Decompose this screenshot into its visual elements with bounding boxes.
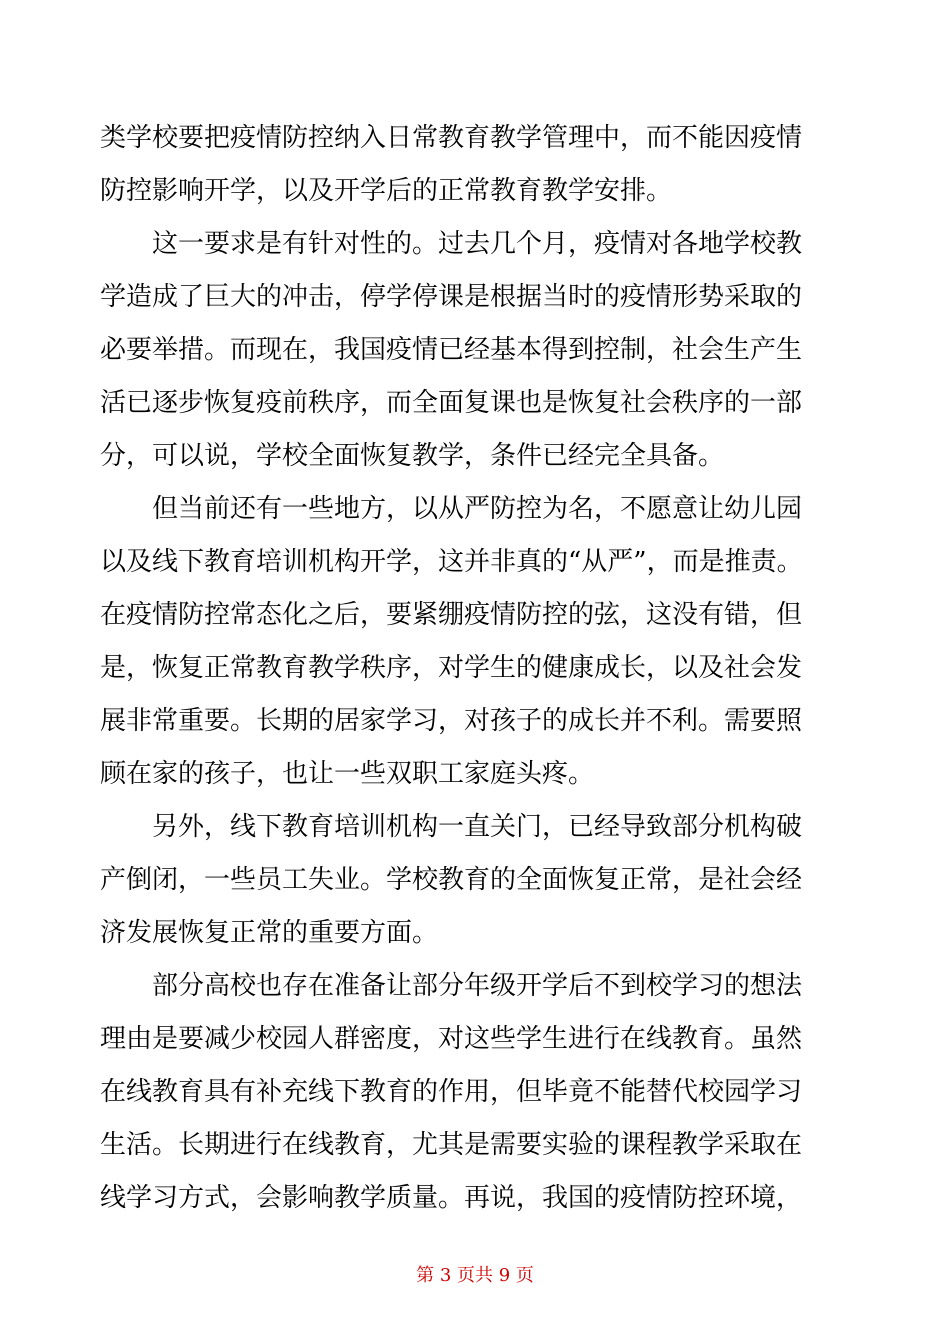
text-line: 在疫情防控常态化之后，要紧绷疫情防控的弦，这没有错，但 [100, 600, 803, 630]
text-line: 以及线下教育培训机构开学，这并非真的“从严”，而是推责。 [100, 547, 803, 577]
text-line: 产倒闭，一些员工失业。学校教育的全面恢复正常，是社会经 [100, 865, 803, 895]
text-line: 类学校要把疫情防控纳入日常教育教学管理中，而不能因疫情 [100, 123, 803, 153]
text-line: 部分高校也存在准备让部分年级开学后不到校学习的想法 [100, 971, 803, 1001]
text-line: 展非常重要。长期的居家学习，对孩子的成长并不利。需要照 [100, 706, 803, 736]
text-line: 这一要求是有针对性的。过去几个月，疫情对各地学校教 [100, 229, 803, 259]
text-line: 学造成了巨大的冲击，停学停课是根据当时的疫情形势采取的 [100, 282, 803, 312]
text-line: 线学习方式，会影响教学质量。再说，我国的疫情防控环境， [100, 1183, 803, 1213]
text-line: 另外，线下教育培训机构一直关门，已经导致部分机构破 [100, 812, 803, 842]
text-line: 在线教育具有补充线下教育的作用，但毕竟不能替代校园学习 [100, 1077, 803, 1107]
text-line: 生活。长期进行在线教育，尤其是需要实验的课程教学采取在 [100, 1130, 803, 1160]
text-line: 分，可以说，学校全面恢复教学，条件已经完全具备。 [100, 441, 725, 471]
text-line: 顾在家的孩子，也让一些双职工家庭头疼。 [100, 759, 595, 789]
text-line: 是，恢复正常教育教学秩序，对学生的健康成长，以及社会发 [100, 653, 803, 683]
text-line: 活已逐步恢复疫前秩序，而全面复课也是恢复社会秩序的一部 [100, 388, 803, 418]
text-line: 济发展恢复正常的重要方面。 [100, 918, 439, 948]
text-line: 但当前还有一些地方，以从严防控为名，不愿意让幼儿园 [100, 494, 803, 524]
text-line: 防控影响开学，以及开学后的正常教育教学安排。 [100, 176, 673, 206]
text-line: 必要举措。而现在，我国疫情已经基本得到控制，社会生产生 [100, 335, 803, 365]
text-line: 理由是要减少校园人群密度，对这些学生进行在线教育。虽然 [100, 1024, 803, 1054]
page-number-footer: 第 3 页共 9 页 [416, 1265, 534, 1286]
